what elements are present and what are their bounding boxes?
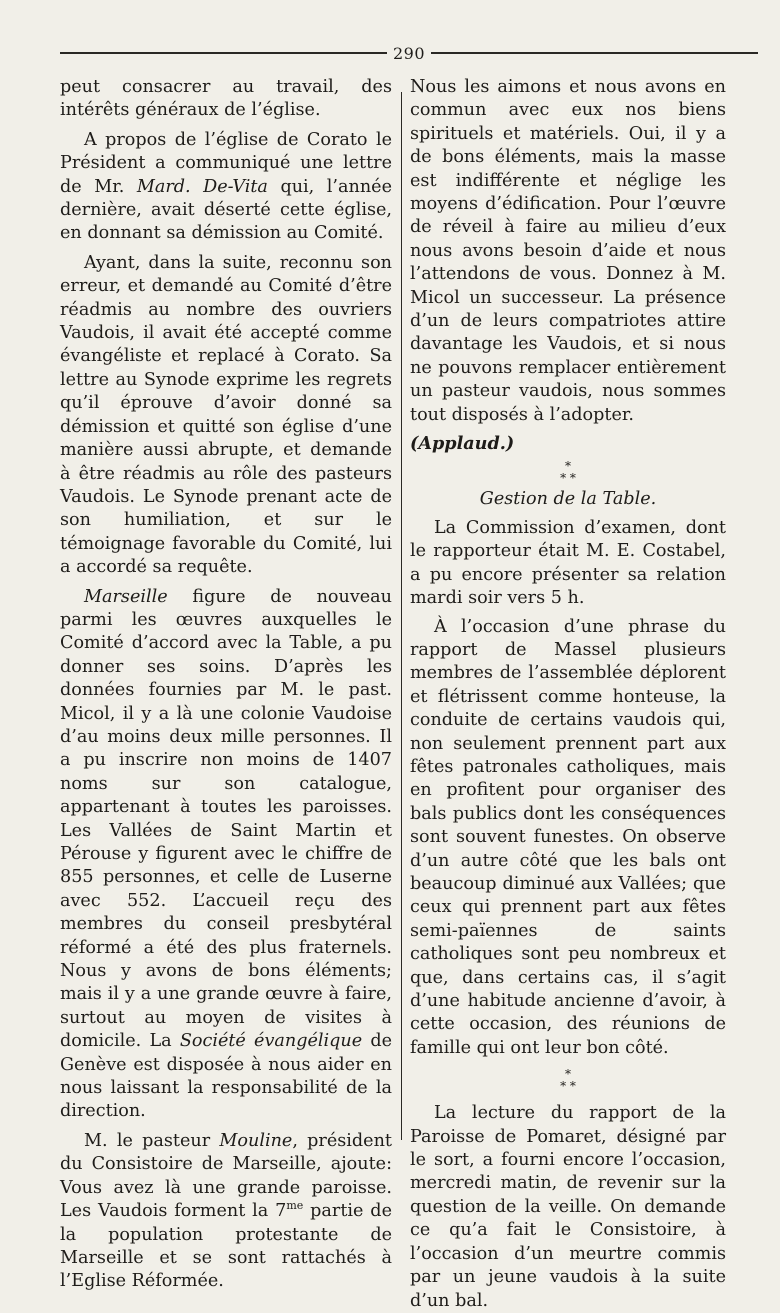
paragraph: M. le pasteur Mouline, président du Consistoire de Marseille, ajoute: Vous avez là une grande paroisse. Les Vaudois forment la $7^{me}$ partie de la population protestante de Marseille et se sont rattachés à l’Eglise Réformée. bbox=[60, 1130, 392, 1292]
header-rule-right bbox=[431, 52, 758, 54]
paragraph: Ayant, dans la suite, reconnu son erreur, et demandé au Comité d’être réadmis au nombre des ouvriers Vaudois, il avait été accepté comme évangéliste et replacé à Corato. Sa lettre au Synode exprime les regrets qu’il éprouve d’avoir donné sa démission et quitté son église d’une manière aussi abrupte, et demande à être réadmis au rôle des pasteurs Vaudois. Le Synode prenant acte de son humiliation, et sur le témoignage favorable du Comité, lui a accordé sa requête. bbox=[60, 252, 392, 578]
page-header bbox=[60, 40, 758, 66]
superscript: me bbox=[286, 1199, 304, 1213]
person-name: Mard. De-Vita bbox=[136, 176, 268, 197]
paragraph: Nous les aimons et nous avons en commun avec eux nos biens spirituels et matériels. Oui, il y a de bons éléments, mais la masse est indifférente et néglige les moyens d’édification. Pour l’œuvre de réveil à faire au milieu d’eux nous avons besoin d’aide et nous l’attendons de vous. Donnez à M. Micol un successeur. La présence d’un de leurs compatriotes attire davantage les Vaudois, et si nous ne pouvons remplacer entièrement un pasteur vaudois, nous sommes tout disposés à l’adopter. bbox=[410, 77, 726, 425]
person-name: Mouline bbox=[219, 1130, 293, 1151]
society-name: Société évangélique bbox=[179, 1031, 363, 1052]
page-number: 290 bbox=[392, 43, 426, 63]
city-name: Marseille bbox=[84, 586, 168, 607]
paragraph: La Commission d’examen, dont le rapporteur était M. E. Costabel, a pu encore présenter sa relation mardi soir vers 5 h. bbox=[410, 517, 726, 609]
right-column bbox=[410, 76, 726, 1313]
header-rule-left bbox=[60, 52, 387, 54]
section-title: Gestion de la Table. bbox=[479, 488, 657, 509]
paragraph: À l’occasion d’une phrase du rapport de Massel plusieurs membres de l’assemblée déplorent et flétrissent comme honteuse, la conduite de certains vaudois qui, non seulement prennent part aux fêtes patronales catholiques, mais en profitent pour organiser des bals publics dont les conséquences sont souvent funestes. On observe d’un autre côté que les bals ont beaucoup diminué aux Vallées; que ceux qui prennent part aux fêtes semi-païennes de saints catholiques sont peu nombreux et que, dans certains cas, il s’agit d’une habitude ancienne d’avoir, à cette occasion, des réunions de famille qui ont leur bon côté. bbox=[410, 616, 726, 1058]
asterism: * * * bbox=[560, 458, 576, 485]
column-divider bbox=[401, 92, 402, 1140]
paragraph: La lecture du rapport de la Paroisse de Pomaret, désigné par le sort, a fourni encore l’occasion, mercredi matin, de revenir sur la question de la veille. On demande ce qu’a fait le Consistoire, à l’occasion d’un meurtre commis par un jeune vaudois à la suite d’un bal. bbox=[410, 1103, 726, 1311]
applause-note: (Applaud.) bbox=[410, 433, 515, 455]
asterism: * * * bbox=[560, 1067, 576, 1094]
paragraph: peut consacrer au travail, des intérêts généraux de l’église. bbox=[60, 77, 392, 121]
left-column bbox=[60, 76, 392, 1294]
paragraph: A propos de l’église de Corato le Président a communiqué une lettre de Mr. Mard. De-Vita qui, l’année dernière, avait déserté cette église, en donnant sa démission au Comité. bbox=[60, 129, 392, 244]
paragraph: Marseille figure de nouveau parmi les œuvres auxquelles le Comité d’accord avec la Table, a pu donner ses soins. D’après les données fournies par M. le past. Micol, il y a là une colonie Vaudoise d’au moins deux mille personnes. Il a pu inscrire non moins de 1407 noms sur son catalogue, appartenant à toutes les paroisses. Les Vallées de Saint Martin et Pérouse y figurent avec le chiffre de 855 personnes, et celle de Luserne avec 552. L’accueil reçu des membres du conseil presbytéral réformé a été des plus fraternels. Nous y avons de bons éléments; mais il y a une grande œuvre à faire, surtout au moyen de visites à domicile. La Société évangélique de Genève est disposée à nous aider en nous laissant la responsabilité de la direction. bbox=[60, 586, 392, 1122]
